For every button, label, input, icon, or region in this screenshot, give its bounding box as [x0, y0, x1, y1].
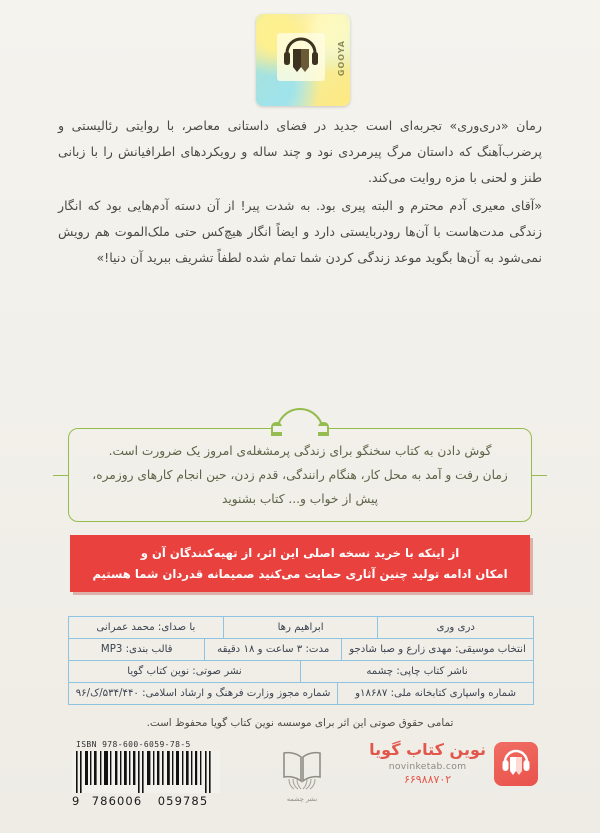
- promo-line: گوش دادن به کتاب سخنگو برای زندگی پرمشغله‌ی امروز یک ضرورت است.: [108, 444, 492, 458]
- table-row: [69, 639, 533, 661]
- print-publisher-name: نشر چشمه: [286, 795, 318, 803]
- table-cell: با صدای: محمد عمرانی: [69, 617, 224, 638]
- desc-line: انگار زندگی مدت‌هاست با آن‌ها رودربایستی دارد و ایضاً انگار هیچ‌کس حتی ملک‌الموت: [58, 198, 542, 239]
- barcode-group-1: 786006: [91, 794, 143, 808]
- anti-piracy-line: امکان ادامه تولید چنین آثاری حمایت می‌کنید صمیمانه قدردان شما هستیم: [92, 566, 508, 581]
- audio-publisher-block: [369, 740, 538, 787]
- promo-text: [74, 439, 525, 511]
- table-cell: دری وری: [436, 621, 475, 633]
- description-paragraph-1: [58, 113, 542, 191]
- gooya-sticker: [256, 14, 350, 106]
- barcode-digits: [70, 794, 220, 808]
- publisher-phone: ۶۶۹۸۸۷۰۲: [403, 773, 452, 786]
- book-description: [58, 113, 542, 271]
- table-cell: قالب بندی: MP3: [69, 639, 206, 660]
- desc-line: و پرضرب‌آهنگ که داستان مرگ پیرمردی نود و چند ساله و رویکردهای اطرافیانش را: [58, 118, 542, 159]
- promo-line: پیش از خواب و... کتاب بشنوید: [221, 492, 379, 506]
- table-row: [69, 617, 533, 639]
- anti-piracy-panel: [70, 535, 530, 592]
- audiobook-promo-panel: [68, 402, 532, 522]
- description-paragraph-2: [58, 193, 542, 271]
- table-row: [69, 683, 533, 705]
- publisher-logo-icon: [494, 742, 538, 786]
- promo-right-rule: [531, 475, 547, 476]
- credits-table: [68, 616, 534, 705]
- publisher-website: novinketab.com: [388, 761, 467, 772]
- barcode-image: [72, 751, 220, 793]
- table-cell: شماره واسپاری کتابخانه ملی: ۱۸۶۸۷و: [355, 687, 517, 699]
- sticker-brand-label: GOOYA: [337, 40, 346, 77]
- barcode-group-2: 059785: [157, 794, 209, 808]
- copyright-notice: تمامی حقوق صوتی این اثر برای موسسه نوین کتاب گویا محفوظ است.: [146, 717, 454, 729]
- table-cell: نشر صوتی: نوین کتاب گویا: [69, 661, 301, 682]
- open-book-icon: [265, 748, 339, 794]
- table-cell: مدت: ۳ ساعت و ۱۸ دقیقه: [205, 639, 342, 660]
- isbn-label: ISBN 978-600-6059-78-5: [76, 740, 191, 749]
- promo-left-rule: [53, 475, 69, 476]
- barcode-lead-digit: 9: [72, 794, 81, 808]
- table-cell: شماره مجوز وزارت فرهنگ و ارشاد اسلامی: ۵۳۴/۴۴۰/ک/۹۶: [69, 683, 338, 704]
- anti-piracy-text: [80, 543, 519, 585]
- isbn-barcode-block: [70, 740, 220, 808]
- desc-line: «آقای معیری آدم محترم و البته پیری بود. به شدت پیر! از آن دسته آدم‌هایی بود که: [87, 198, 542, 213]
- box-top-gap: [273, 426, 327, 432]
- table-cell: انتخاب موسیقی: مهدی زارع و صبا شادجو: [349, 643, 526, 655]
- promo-box: [68, 428, 532, 522]
- cover-footer: [0, 736, 600, 826]
- anti-piracy-line: از اینکه با خرید نسخه اصلی این اثر، از تهیه‌کنندگان آن و: [140, 545, 460, 560]
- table-cell: ابراهیم رها: [224, 617, 379, 638]
- headphones-book-icon: [277, 33, 325, 81]
- publisher-text-block: [369, 740, 486, 787]
- print-publisher-logo: [265, 748, 339, 803]
- desc-line: آن دنیا!»: [96, 250, 143, 265]
- table-row: [69, 661, 533, 683]
- desc-line: با زبانی طنز و لحنی با مزه روایت می‌کند.: [58, 144, 542, 185]
- desc-line: رمان «دری‌وری» تجربه‌ای است جدید در فضای داستانی معاصر، با روایتی رئالیستی: [71, 118, 542, 133]
- promo-line: زمان رفت و آمد به محل کار، هنگام رانندگی، قدم زدن، حین انجام کارهای روزمره،: [92, 468, 508, 482]
- publisher-name: نوین کتاب گویا: [369, 740, 486, 759]
- table-cell: ناشر کتاب چاپی: چشمه: [366, 665, 468, 677]
- desc-line: هم رویش نمی‌شود به آن‌ها بگوید موعد زندگی کردن شما تمام شده لطفاً تشریف ببرید: [58, 224, 542, 265]
